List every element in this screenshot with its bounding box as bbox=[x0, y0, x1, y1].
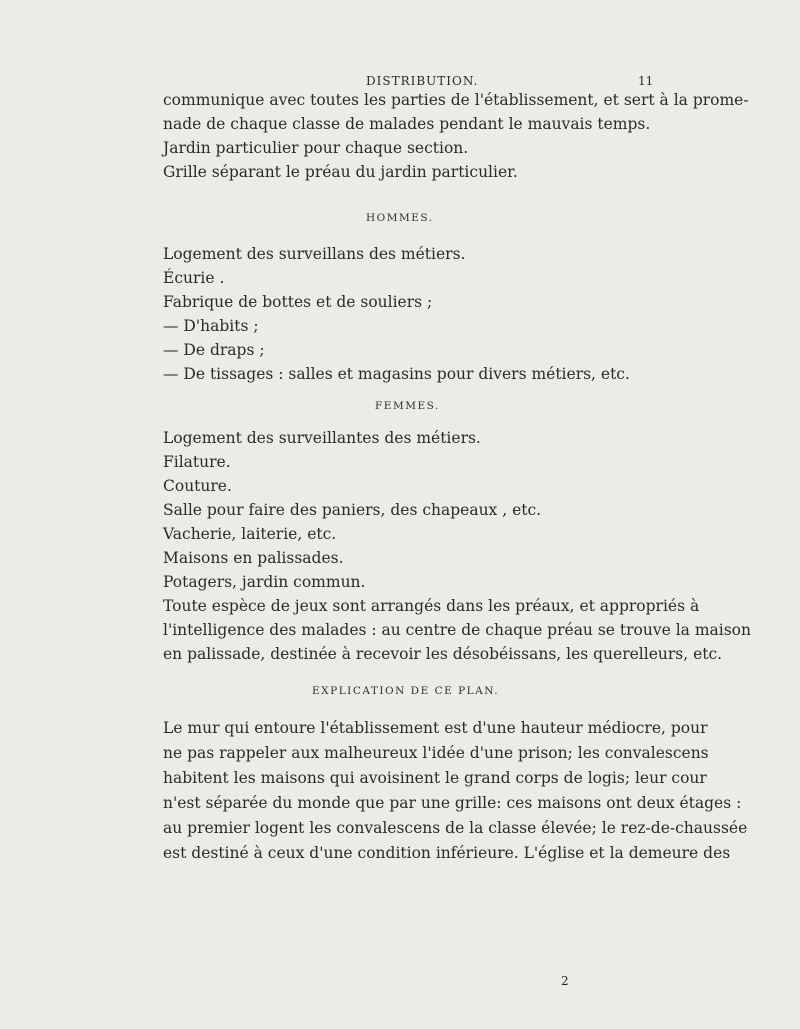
list-item: Maisons en palissades. bbox=[163, 549, 344, 567]
body-line: Jardin particulier pour chaque section. bbox=[163, 139, 469, 157]
list-item: Vacherie, laiterie, etc. bbox=[163, 525, 337, 543]
body-line: Grille séparant le préau du jardin particulier. bbox=[163, 163, 518, 181]
list-item: — De tissages : salles et magasins pour divers métiers, etc. bbox=[163, 365, 630, 383]
body-line: habitent les maisons qui avoisinent le grand corps de logis; leur cour bbox=[163, 769, 707, 787]
list-item: Logement des surveillantes des métiers. bbox=[163, 429, 481, 447]
body-line: en palissade, destinée à recevoir les désobéissans, les querelleurs, etc. bbox=[163, 645, 723, 663]
list-item: Salle pour faire des paniers, des chapeaux , etc. bbox=[163, 501, 542, 519]
section-heading-explication: EXPLICATION DE CE PLAN. bbox=[312, 685, 500, 697]
list-item: — De draps ; bbox=[163, 341, 265, 359]
section-heading-femmes: FEMMES. bbox=[375, 400, 440, 412]
list-item: Fabrique de bottes et de souliers ; bbox=[163, 293, 433, 311]
page-number: 11 bbox=[638, 74, 654, 88]
list-item: Potagers, jardin commun. bbox=[163, 573, 366, 591]
body-line: Le mur qui entoure l'établissement est d'une hauteur médiocre, pour bbox=[163, 719, 708, 737]
list-item: — D'habits ; bbox=[163, 317, 259, 335]
list-item: Écurie . bbox=[163, 269, 225, 287]
section-heading-hommes: HOMMES. bbox=[366, 212, 434, 224]
body-line: Toute espèce de jeux sont arrangés dans les préaux, et appropriés à bbox=[163, 597, 700, 615]
signature-mark: 2 bbox=[561, 974, 569, 988]
body-line: est destiné à ceux d'une condition inférieure. L'église et la demeure des bbox=[163, 844, 731, 862]
body-line: communique avec toutes les parties de l'établissement, et sert à la prome- bbox=[163, 91, 749, 109]
list-item: Logement des surveillans des métiers. bbox=[163, 245, 466, 263]
list-item: Filature. bbox=[163, 453, 231, 471]
list-item: Couture. bbox=[163, 477, 232, 495]
running-head: DISTRIBUTION. bbox=[366, 74, 479, 88]
body-line: nade de chaque classe de malades pendant le mauvais temps. bbox=[163, 115, 651, 133]
body-line: ne pas rappeler aux malheureux l'idée d'une prison; les convalescens bbox=[163, 744, 709, 762]
body-line: au premier logent les convalescens de la classe élevée; le rez-de-chaussée bbox=[163, 819, 748, 837]
body-line: l'intelligence des malades : au centre de chaque préau se trouve la maison bbox=[163, 621, 751, 639]
body-line: n'est séparée du monde que par une grille: ces maisons ont deux étages : bbox=[163, 794, 742, 812]
